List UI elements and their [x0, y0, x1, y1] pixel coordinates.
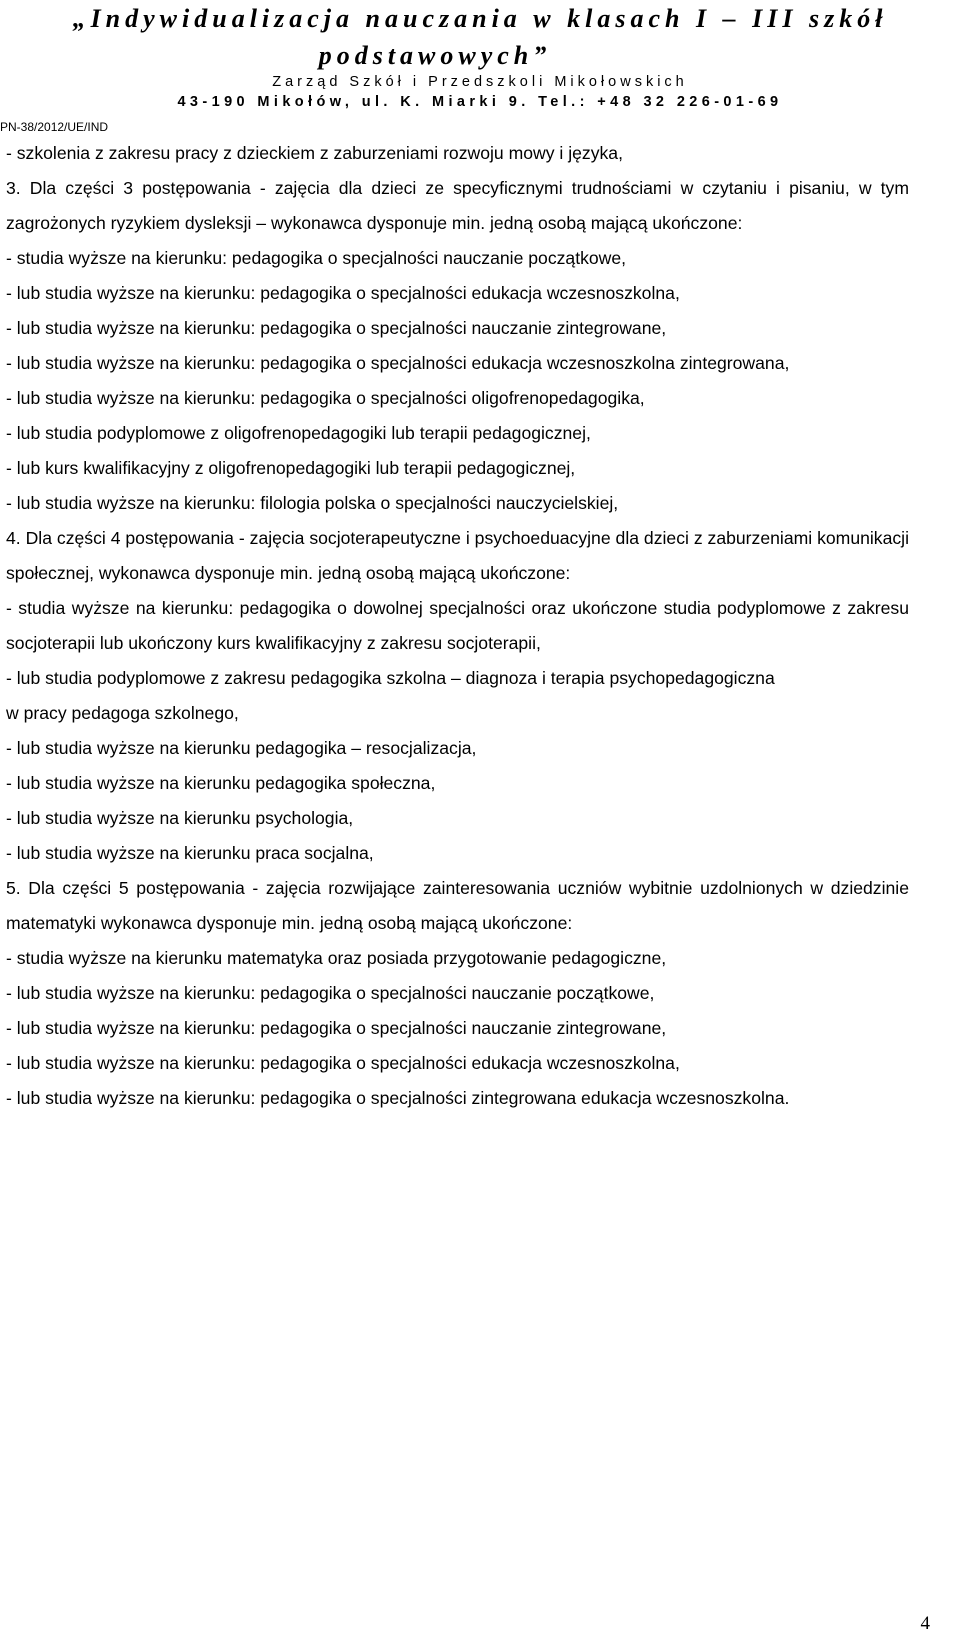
paragraph: - lub studia podyplomowe z zakresu pedagogika szkolna – diagnoza i terapia psychopedagogiczna [6, 668, 775, 688]
paragraph: - szkolenia z zakresu pracy z dzieckiem z zaburzeniami rozwoju mowy i języka, [6, 143, 623, 163]
title-line-2: podstawowych” [318, 41, 552, 70]
paragraph: - lub studia wyższe na kierunku: pedagogika o specjalności nauczanie początkowe, [6, 983, 655, 1003]
paragraph: 3. Dla części 3 postępowania - zajęcia dla dzieci ze specyficznymi trudnościami w czytaniu i pisaniu, w tym zagrożonych ryzykiem dysleksji – wykonawca dysponuje min. jedną osobą mającą ukończone: [6, 178, 909, 233]
paragraph: - lub studia podyplomowe z oligofrenopedagogiki lub terapii pedagogicznej, [6, 423, 591, 443]
paragraph: - lub studia wyższe na kierunku pedagogika społeczna, [6, 773, 436, 793]
paragraph: - lub studia wyższe na kierunku: pedagogika o specjalności edukacja wczesnoszkolna, [6, 1053, 680, 1073]
paragraph: 5. Dla części 5 postępowania - zajęcia rozwijające zainteresowania uczniów wybitnie uzdolnionych w dziedzinie matematyki wykonawca dysponuje min. jedną osobą mającą ukończone: [6, 878, 909, 933]
organization-address: 43-190 Mikołów, ul. K. Miarki 9. Tel.: +48 32 226-01-69 [177, 94, 783, 110]
page-number: 4 [920, 1613, 930, 1634]
paragraph: - lub studia wyższe na kierunku praca socjalna, [6, 843, 374, 863]
paragraph: - lub studia wyższe na kierunku pedagogika – resocjalizacja, [6, 738, 477, 758]
paragraph: 4. Dla części 4 postępowania - zajęcia socjoterapeutyczne i psychoeduacyjne dla dzieci z zaburzeniami komunikacji społecznej, wykonawca dysponuje min. jedną osobą mającą ukończone: [6, 528, 909, 583]
reference-number: PN-38/2012/UE/IND [0, 120, 109, 134]
paragraph: - lub studia wyższe na kierunku psychologia, [6, 808, 354, 828]
paragraph: - lub studia wyższe na kierunku: pedagogika o specjalności oligofrenopedagogika, [6, 388, 645, 408]
paragraph: - lub studia wyższe na kierunku: pedagogika o specjalności edukacja wczesnoszkolna zintegrowana, [6, 353, 790, 373]
paragraph: w pracy pedagoga szkolnego, [6, 703, 239, 723]
paragraph: - lub kurs kwalifikacyjny z oligofrenopedagogiki lub terapii pedagogicznej, [6, 458, 576, 478]
paragraph: - lub studia wyższe na kierunku: pedagogika o specjalności edukacja wczesnoszkolna, [6, 283, 680, 303]
document-body [6, 136, 909, 1116]
paragraph: - lub studia wyższe na kierunku: pedagogika o specjalności nauczanie zintegrowane, [6, 1018, 667, 1038]
title-line-1: „Indywidualizacja nauczania w klasach I – III szkół [72, 4, 888, 33]
organization-name: Zarząd Szkół i Przedszkoli Mikołowskich [272, 74, 688, 90]
paragraph: - lub studia wyższe na kierunku: pedagogika o specjalności nauczanie zintegrowane, [6, 318, 667, 338]
paragraph: - lub studia wyższe na kierunku: pedagogika o specjalności zintegrowana edukacja wczesnoszkolna. [6, 1088, 790, 1108]
paragraph: - studia wyższe na kierunku: pedagogika o specjalności nauczanie początkowe, [6, 248, 627, 268]
document-title [0, 0, 960, 74]
paragraph: - studia wyższe na kierunku: pedagogika o dowolnej specjalności oraz ukończone studia podyplomowe z zakresu socjoterapii lub ukończony kurs kwalifikacyjny z zakresu socjoterapii, [6, 598, 909, 653]
paragraph: - studia wyższe na kierunku matematyka oraz posiada przygotowanie pedagogiczne, [6, 948, 667, 968]
paragraph: - lub studia wyższe na kierunku: filologia polska o specjalności nauczycielskiej, [6, 493, 619, 513]
